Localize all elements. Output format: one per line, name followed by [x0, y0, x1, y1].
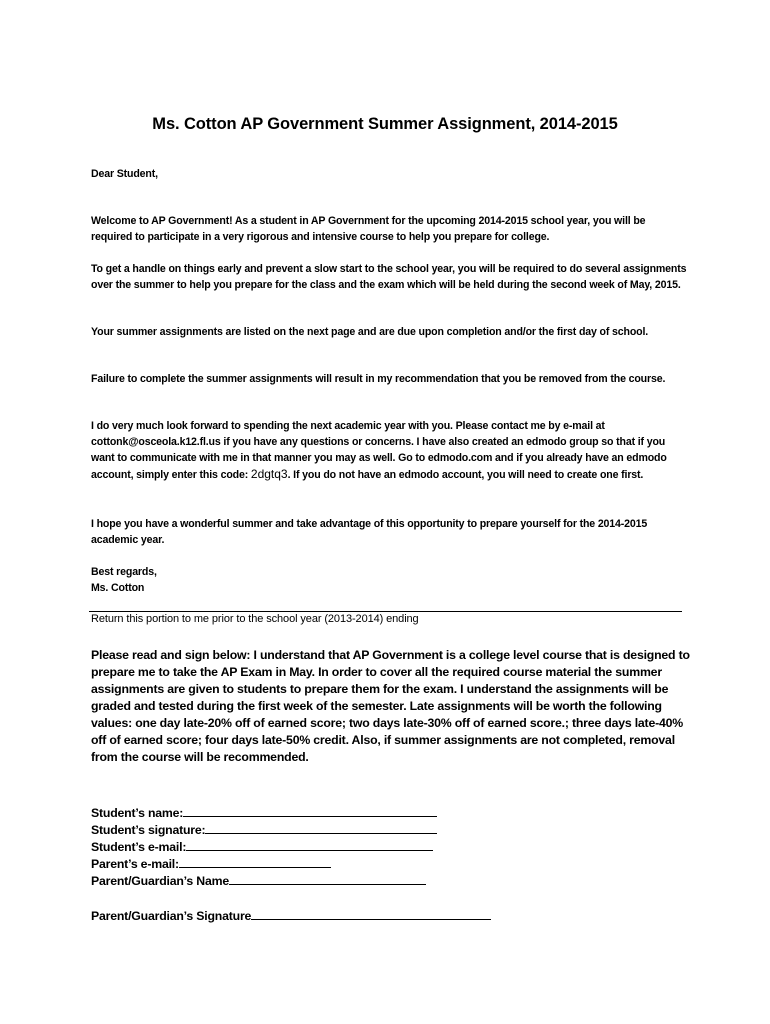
parent-email-field[interactable] — [91, 855, 437, 872]
contact-text-end: . If you do not have an edmodo account, you will need to create one first. — [287, 469, 644, 481]
paragraph-contact — [91, 418, 687, 483]
student-name-field[interactable] — [91, 804, 437, 821]
student-signature-blank[interactable] — [205, 821, 437, 834]
guardian-name-blank[interactable] — [229, 872, 426, 885]
paragraph-summer-assignments: To get a handle on things early and prevent a slow start to the school year, you will be required to do several assignments over the summer to help you prepare for the class and the exam which will be held during the second week of May, 2015. — [91, 263, 687, 291]
parent-email-label: Parent’s e-mail: — [91, 857, 179, 871]
student-name-label: Student’s name: — [91, 806, 184, 820]
student-signature-label: Student’s signature: — [91, 823, 206, 837]
student-email-label: Student’s e-mail: — [91, 840, 187, 854]
guardian-signature-field[interactable] — [91, 907, 491, 924]
document-title: Ms. Cotton AP Government Summer Assignment, 2014-2015 — [152, 115, 618, 133]
paragraph-failure-warning: Failure to complete the summer assignments will result in my recommendation that you be removed from the course. — [91, 373, 666, 385]
edmodo-code: 2dgtq3 — [250, 467, 288, 481]
guardian-signature-blank[interactable] — [251, 907, 491, 920]
closing: Best regards, — [91, 566, 157, 578]
guardian-name-label: Parent/Guardian’s Name — [91, 874, 229, 888]
paragraph-welcome: Welcome to AP Government! As a student in AP Government for the upcoming 2014-2015 school year, you will be required to participate in a very rigorous and intensive course to help you prepare for college. — [91, 215, 646, 243]
student-name-blank[interactable] — [183, 804, 437, 817]
return-note: Return this portion to me prior to the school year (2013-2014) ending — [91, 613, 419, 625]
parent-email-blank[interactable] — [179, 855, 331, 868]
signature-fields — [91, 804, 437, 889]
student-email-blank[interactable] — [186, 838, 433, 851]
guardian-signature-block — [91, 907, 491, 924]
signature-name: Ms. Cotton — [91, 582, 145, 594]
guardian-signature-label: Parent/Guardian’s Signature — [91, 909, 252, 923]
section-divider — [89, 611, 682, 612]
student-signature-field[interactable] — [91, 821, 437, 838]
guardian-name-field[interactable] — [91, 872, 437, 889]
paragraph-due-date: Your summer assignments are listed on the next page and are due upon completion and/or the first day of school. — [91, 326, 649, 338]
greeting: Dear Student, — [91, 168, 158, 180]
student-email-field[interactable] — [91, 838, 437, 855]
paragraph-closing-wish: I hope you have a wonderful summer and take advantage of this opportunity to prepare yourself for the 2014-2015 academic year. — [91, 518, 648, 546]
agreement-paragraph: Please read and sign below: I understand that AP Government is a college level course that is designed to prepare me to take the AP Exam in May. In order to cover all the required course material the summer assignments are given to students to prepare them for the exam. I understand the assignments will be graded and tested during the first week of the semester. Late assignments will be worth the following values: one day late-20% off of earned score; two days late-30% off of earned score.; three days late-40% off of earned score; four days late-50% credit. Also, if summer assignments are not completed, removal from the course will be recommended. — [91, 648, 690, 764]
contact-text: I do very much look forward to spending the next academic year with you. Please contact me by e-mail at cottonk@osceola.k12.fl.us if you have any questions or concerns. I have also created an edmodo group so that if you want to communicate with me in that manner you may as well. Go to edmodo.com and if you already have an edmodo account, simply enter this code: — [91, 420, 667, 481]
